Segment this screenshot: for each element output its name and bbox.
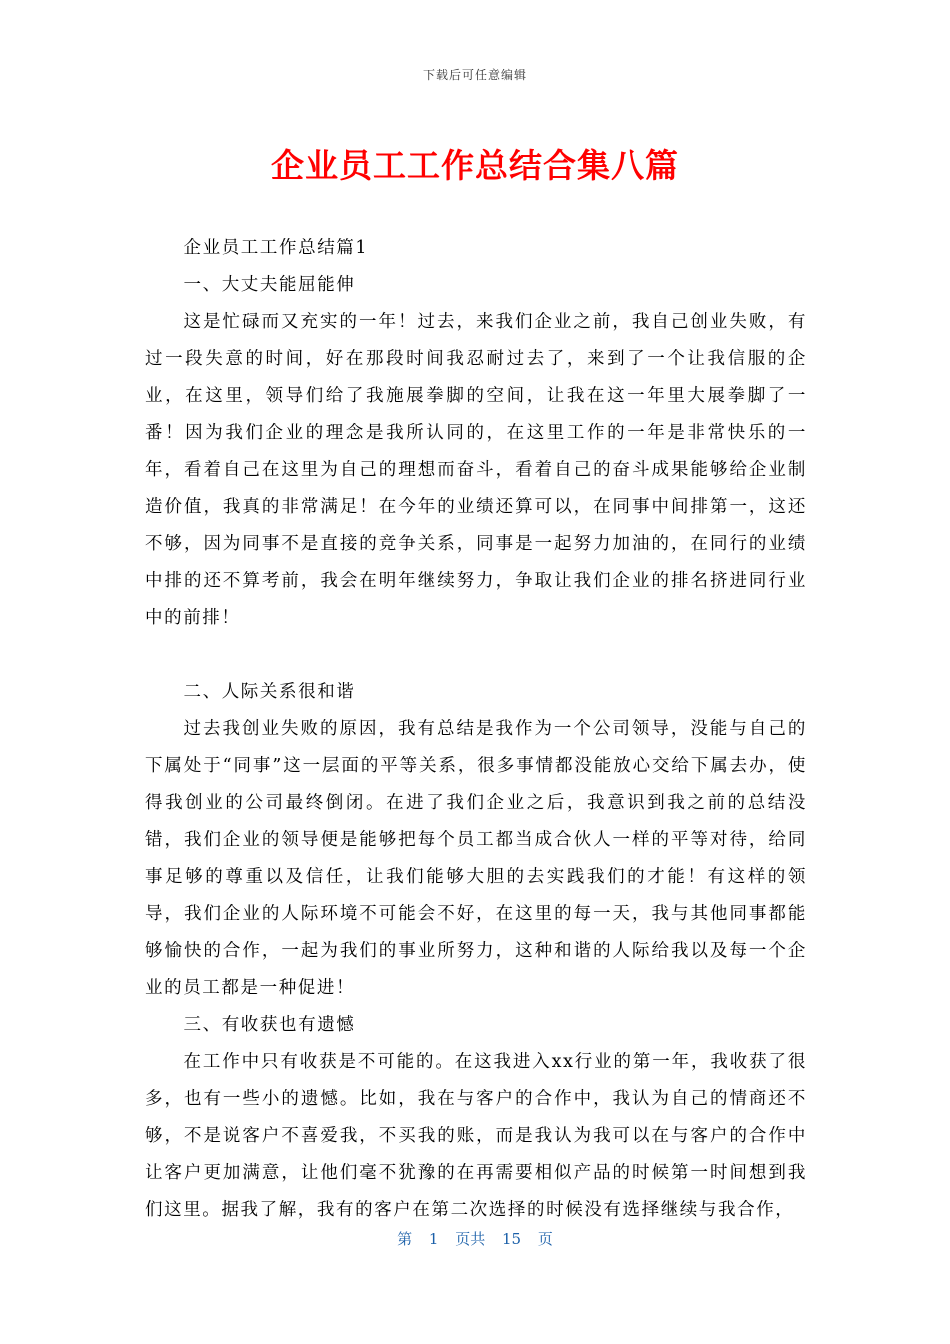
body-paragraph-3: 在工作中只有收获是不可能的。在这我进入xx行业的第一年，我收获了很多，也有一些小的遗憾。比如，我在与客户的合作中，我认为自己的情商还不够，不是说客户不喜爱我，不买我的账，而是我认为我可以在与客户的合作中让客户更加满意，让他们毫不犹豫的在再需要相似产品的时候第一时间想到我们这里。据我了解，我有的客户在第二次选择的时候没有选择继续与我合作， xyxy=(145,1052,807,1220)
current-page-number: 1 xyxy=(428,1230,439,1248)
page-footer xyxy=(0,1228,950,1249)
document-title: 企业员工工作总结合集八篇 xyxy=(271,146,679,185)
section-heading-2: 二、人际关系很和谐 xyxy=(183,682,356,702)
page-of-label: 页共 xyxy=(455,1230,486,1248)
section-heading-doc: 企业员工工作总结篇1 xyxy=(183,238,369,258)
body-paragraph-1: 这是忙碌而又充实的一年！过去，来我们企业之前，我自己创业失败，有过一段失意的时间，好在那段时间我忍耐过去了，来到了一个让我信服的企业，在这里，领导们给了我施展拳脚的空间，让我在这一年里大展拳脚了一番！因为我们企业的理念是我所认同的，在这里工作的一年是非常快乐的一年，看着自己在这里为自己的理想而奋斗，看着自己的奋斗成果能够给企业制造价值，我真的非常满足！在今年的业绩还算可以，在同事中间排第一，这还不够，因为同事不是直接的竞争关系，同事是一起努力加油的，在同行的业绩中排的还不算考前，我会在明年继续努力，争取让我们企业的排名挤进同行业中的前排！ xyxy=(145,312,807,628)
paragraph-spacer xyxy=(145,637,807,674)
section-heading-1: 一、大丈夫能屈能伸 xyxy=(183,275,356,295)
document-body xyxy=(145,230,807,1229)
header-note: 下载后可任意编辑 xyxy=(422,68,527,82)
pages-label: 页 xyxy=(537,1230,553,1248)
section-heading-3: 三、有收获也有遗憾 xyxy=(183,1015,356,1035)
page-label: 第 xyxy=(397,1230,413,1248)
total-pages-number: 15 xyxy=(502,1230,522,1248)
body-paragraph-2: 过去我创业失败的原因，我有总结是我作为一个公司领导，没能与自己的下属处于“同事”这一层面的平等关系，很多事情都没能放心交给下属去办，使得我创业的公司最终倒闭。在进了我们企业之后，我意识到我之前的总结没错，我们企业的领导便是能够把每个员工都当成合伙人一样的平等对待，给同事足够的尊重以及信任，让我们能够大胆的去实践我们的才能！有这样的领导，我们企业的人际环境不可能会不好，在这里的每一天，我与其他同事都能够愉快的合作，一起为我们的事业所努力，这种和谐的人际给我以及每一个企业的员工都是一种促进！ xyxy=(145,719,807,998)
